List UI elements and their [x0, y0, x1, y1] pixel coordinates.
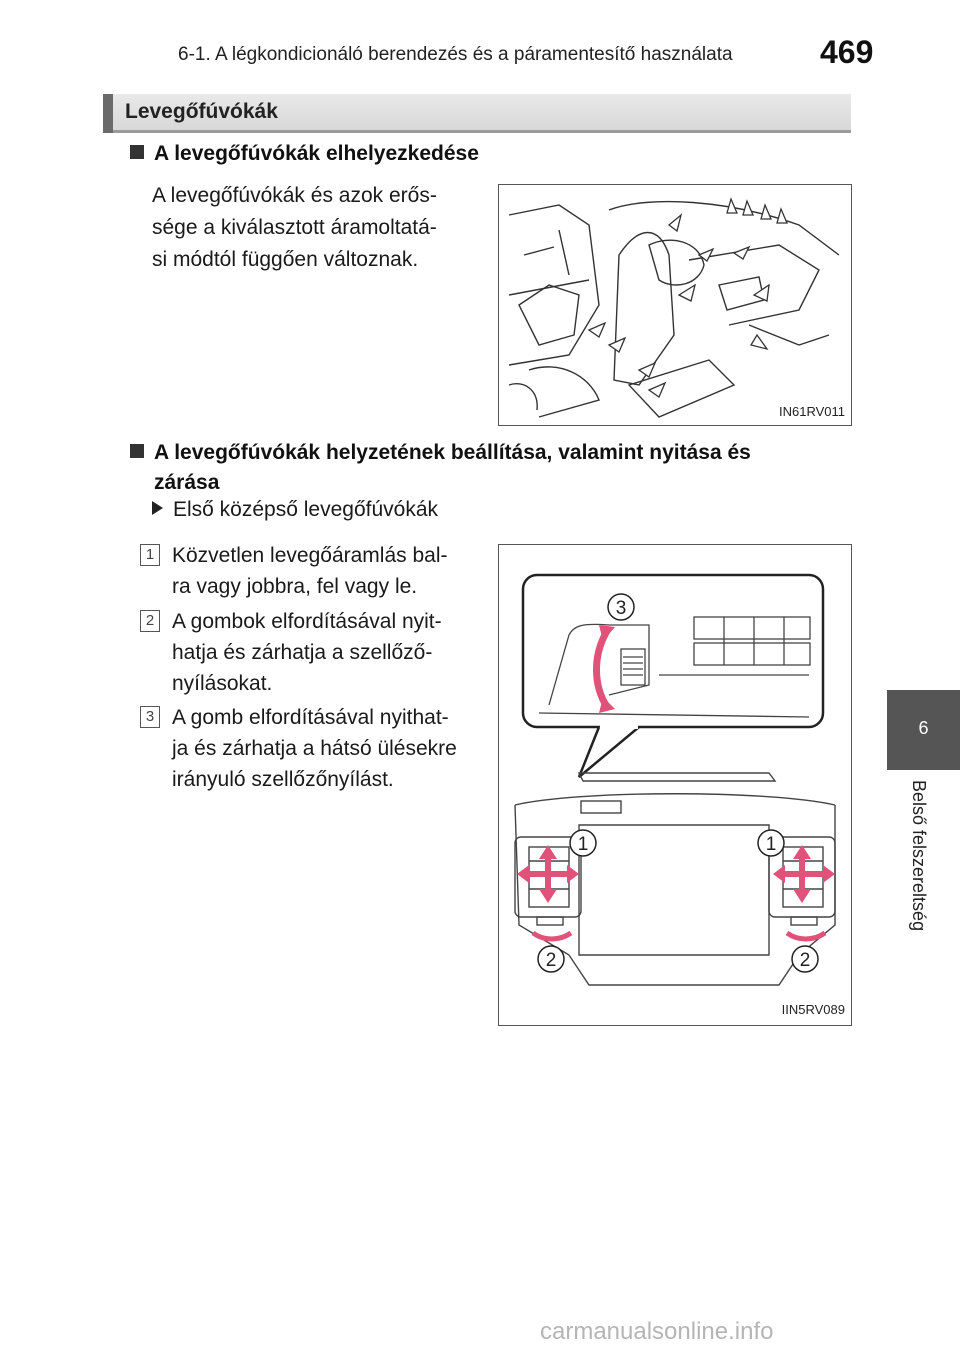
location-line-2: sége a kiválasztott áramoltatá- [152, 216, 437, 239]
location-heading [130, 142, 479, 166]
figure-code-2: IIN5RV089 [781, 1002, 845, 1017]
chapter-label-text: Belső felszereltség [909, 780, 929, 932]
callout-3: 3 [615, 598, 627, 619]
sub-item [152, 498, 438, 522]
item1-line2: ra vagy jobbra, fel vagy le. [172, 575, 418, 598]
item3-line1: A gomb elfordításával nyithat- [172, 706, 449, 729]
adjust-heading [130, 438, 850, 498]
list-item-1 [140, 540, 476, 602]
callout-2-right: 2 [799, 950, 811, 971]
callout-1-right: 1 [765, 834, 777, 855]
section-accent [103, 94, 113, 133]
chapter-tab [887, 690, 960, 770]
adjust-heading-line1: A levegőfúvókák helyzetének beállítása, valamint nyitása és [154, 441, 751, 464]
item2-line1: A gombok elfordításával nyit- [172, 610, 442, 633]
section-bar [103, 94, 851, 133]
location-paragraph [152, 180, 476, 276]
callout-2-left: 2 [545, 950, 557, 971]
sub-item-text: Első középső levegőfúvókák [173, 498, 438, 521]
square-bullet-icon-2 [130, 444, 144, 458]
chapter-number: 6 [918, 718, 929, 738]
center-vents-figure [498, 544, 852, 1026]
item-number-1: 1 [140, 544, 160, 566]
item1-line1: Közvetlen levegőáramlás bal- [172, 544, 448, 567]
triangle-bullet-icon [152, 501, 163, 515]
item2-line3: nyílásokat. [172, 672, 273, 695]
header-title: 6-1. A légkondicionáló berendezés és a páramentesítő használata [178, 44, 733, 65]
item3-line3: irányuló szellőzőnyílást. [172, 768, 394, 791]
location-line-1: A levegőfúvókák és azok erős- [152, 184, 437, 207]
callout-1-left: 1 [577, 834, 589, 855]
location-heading-text: A levegőfúvókák elhelyezkedése [154, 142, 479, 165]
figure-code-1: IN61RV011 [778, 404, 845, 419]
item-number-3: 3 [140, 706, 160, 728]
cabin-illustration [499, 185, 851, 425]
adjust-heading-line2: zárása [154, 471, 220, 494]
list-item-3 [140, 702, 476, 795]
list-item-2 [140, 606, 476, 699]
page-number: 469 [820, 34, 874, 70]
watermark: carmanualsonline.info [540, 1318, 774, 1345]
cabin-vents-figure [498, 184, 852, 426]
chapter-label [880, 780, 960, 980]
item-number-2: 2 [140, 610, 160, 632]
location-line-3: si módtól függően változnak. [152, 248, 419, 271]
square-bullet-icon [130, 145, 144, 159]
vents-illustration [499, 545, 851, 1025]
item3-line2: ja és zárhatja a hátsó ülésekre [172, 737, 457, 760]
section-title: Levegőfúvókák [125, 100, 278, 123]
item2-line2: hatja és zárhatja a szellőző- [172, 641, 433, 664]
